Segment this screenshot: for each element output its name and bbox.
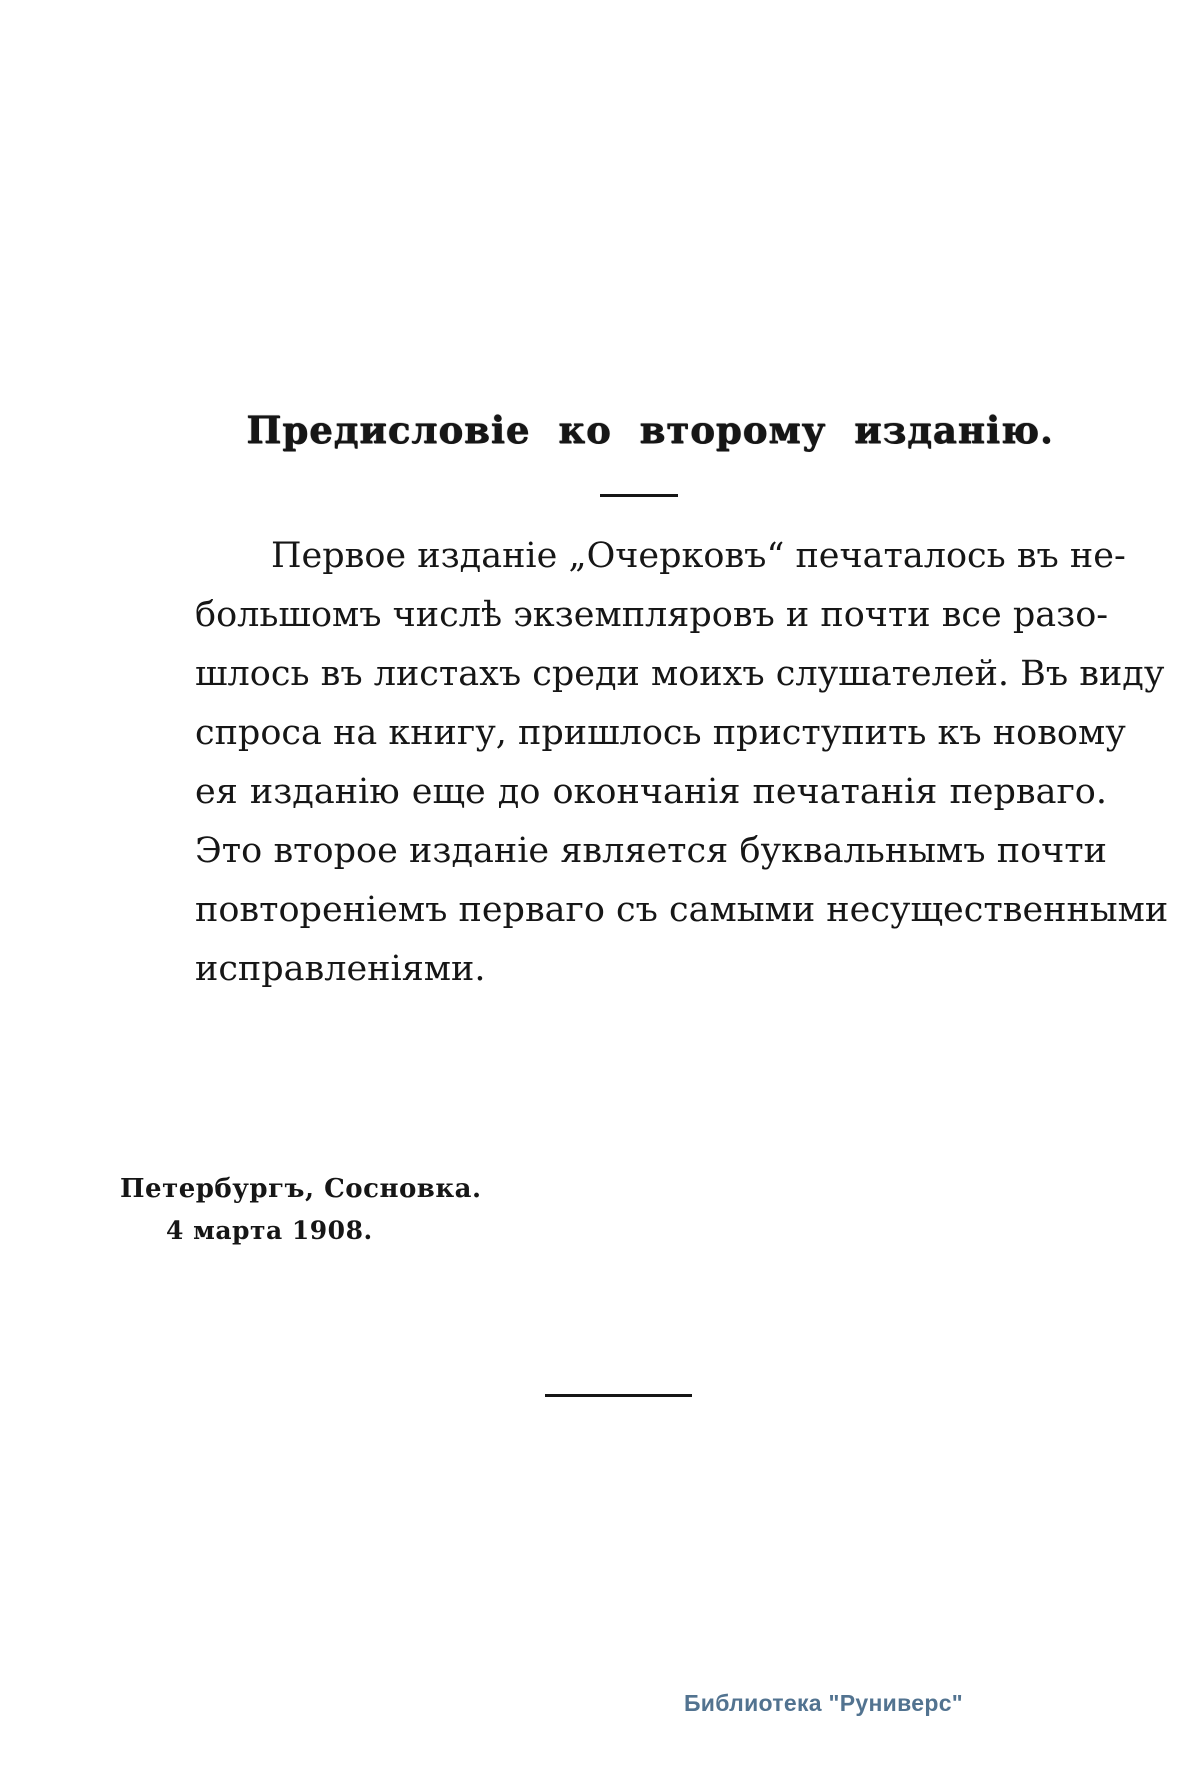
preface-paragraph <box>195 527 1169 999</box>
signature-block <box>120 1168 482 1252</box>
title-separator-rule <box>600 494 678 497</box>
library-watermark: Библиотека "Руниверс" <box>683 1690 963 1716</box>
paragraph-line: Первое изданіе „Очерковъ“ печаталось въ не- <box>271 536 1126 576</box>
paragraph-line: шлось въ листахъ среди моихъ слушателей. Въ виду <box>195 654 1165 694</box>
paragraph-line: исправленіями. <box>195 949 486 989</box>
paragraph-line: большомъ числѣ экземпляровъ и почти все разо- <box>195 595 1109 635</box>
paragraph-line: Это второе изданіе является буквальнымъ почти <box>195 831 1107 871</box>
paragraph-line: повтореніемъ перваго съ самыми несущественными <box>195 890 1169 930</box>
paragraph-line: ея изданію еще до окончанія печатанія перваго. <box>195 772 1107 812</box>
bottom-separator-rule <box>545 1394 692 1397</box>
signature-place: Петербургъ, Сосновка. <box>120 1174 482 1204</box>
paragraph-line: спроса на книгу, пришлось приступить къ новому <box>195 713 1126 753</box>
signature-date: 4 марта 1908. <box>166 1216 373 1245</box>
page-title: Предисловіе ко второму изданію. <box>246 408 1054 452</box>
